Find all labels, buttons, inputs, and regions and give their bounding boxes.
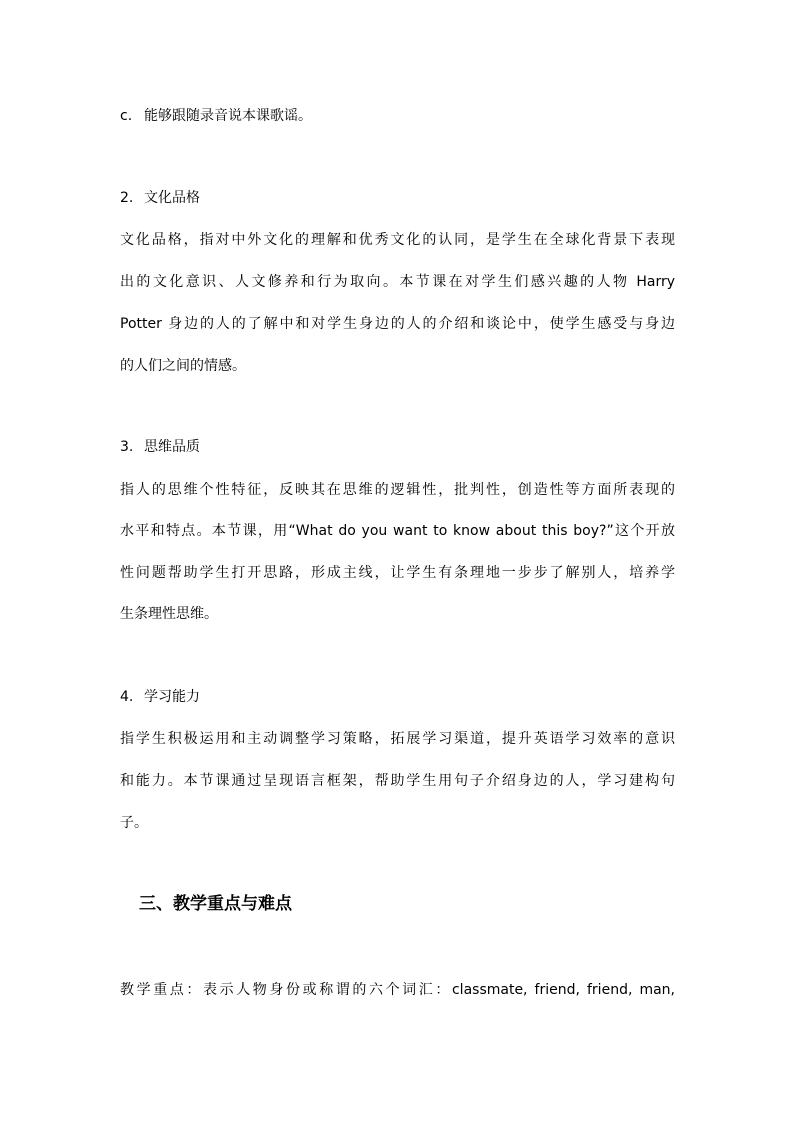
section2-line: 文化品格，指对中外文化的理解和优秀文化的认同，是学生在全球化背景下表现: [120, 232, 675, 248]
item-c-text: 能够跟随录音说本课歌谣。: [144, 108, 312, 124]
item-c: [120, 106, 675, 126]
section2-line: 的人们之间的情感。: [120, 358, 246, 374]
section2-title-text: 文化品格: [144, 190, 200, 206]
section4-number: 4.: [120, 689, 134, 705]
key-points-line: 教学重点：表示人物身份或称谓的六个词汇：classmate, friend, friend, man,: [120, 982, 675, 998]
section4-title-text: 学习能力: [144, 689, 200, 705]
section2-line: 出的文化意识、人文修养和行为取向。本节课在对学生们感兴趣的人物 Harry: [120, 274, 675, 290]
section-heading: 三、教学重点与难点: [139, 894, 292, 914]
section3-line: 水平和特点。本节课，用“What do you want to know about this boy?”这个开放: [120, 523, 675, 539]
section2-number: 2.: [120, 190, 134, 206]
section2-title: [120, 188, 675, 208]
section4-line: 子。: [120, 815, 148, 831]
section3-line: 指人的思维个性特征，反映其在思维的逻辑性，批判性，创造性等方面所表现的: [120, 482, 675, 498]
item-c-label: c.: [120, 108, 133, 124]
section3-line: 生条理性思维。: [120, 606, 218, 622]
section4-line: 和能力。本节课通过呈现语言框架，帮助学生用句子介绍身边的人，学习建构句: [120, 773, 675, 789]
section3-number: 3.: [120, 439, 134, 455]
section4-title: [120, 687, 675, 707]
section3-title: [120, 437, 675, 457]
section3-title-text: 思维品质: [144, 439, 200, 455]
section4-line: 指学生积极运用和主动调整学习策略，拓展学习渠道，提升英语学习效率的意识: [120, 731, 675, 747]
section2-line: Potter 身边的人的了解中和对学生身边的人的介绍和谈论中，使学生感受与身边: [120, 316, 675, 332]
section3-line: 性问题帮助学生打开思路，形成主线，让学生有条理地一步步了解别人，培养学: [120, 565, 675, 581]
